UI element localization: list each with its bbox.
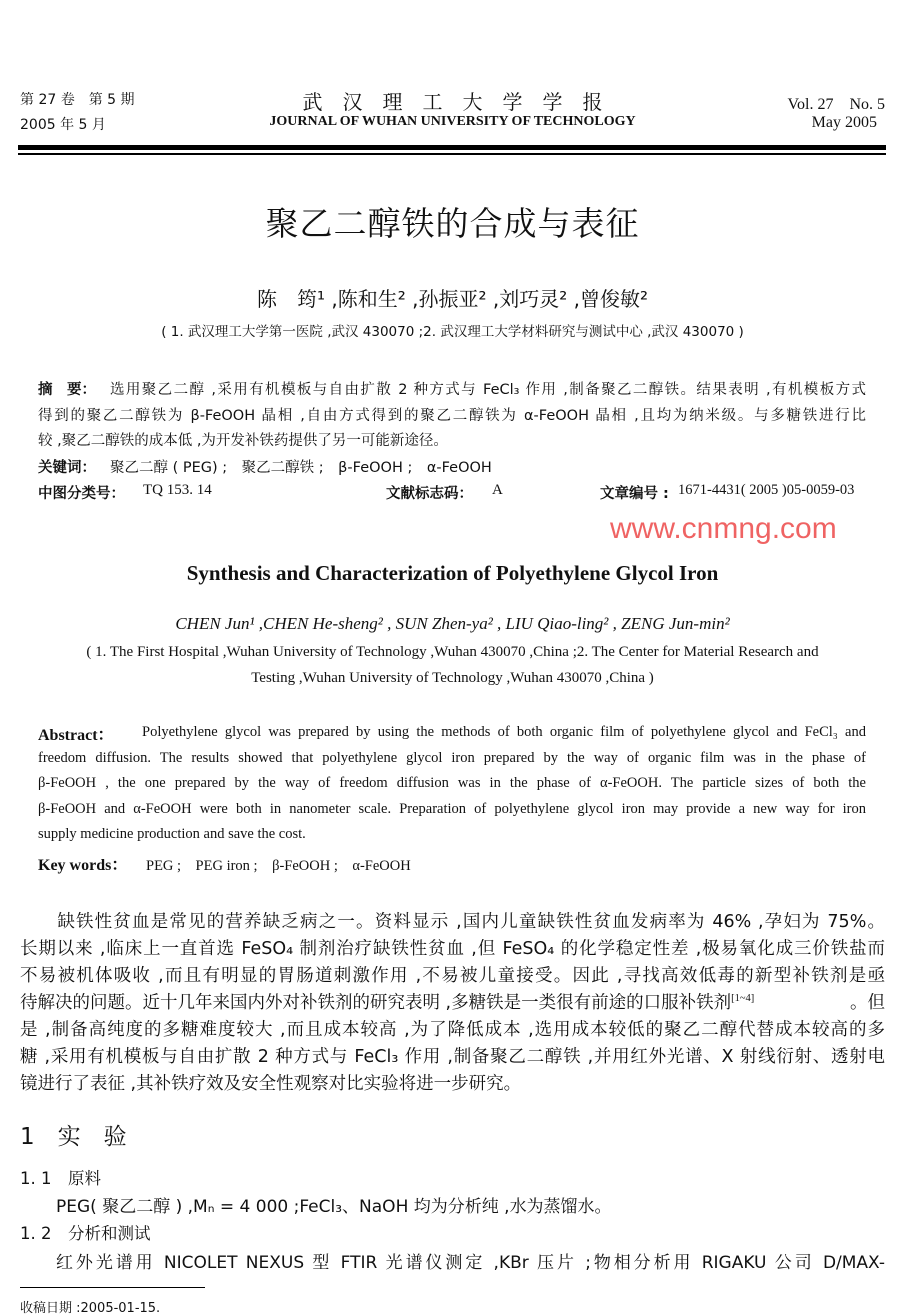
clc-label: 中图分类号： <box>38 486 125 502</box>
footnote-received-date: 收稿日期 :2005-01-15. <box>20 1301 161 1316</box>
body-line: PEG( 聚乙二醇 ) ,Mₙ = 4 000 ;FeCl₃、NaOH 均为分析纯 ,水为蒸馏水。 <box>56 1197 612 1217</box>
citation: [1~4] <box>731 993 755 1005</box>
affiliation-cn: ( 1. 武汉理工大学第一医院 ,武汉 430070 ;2. 武汉理工大学材料研究与测试中心 ,武汉 430070 ) <box>161 324 744 340</box>
authors-en: CHEN Jun¹ ,CHEN He-sheng² , SUN Zhen-ya² , LIU Qiao-ling² , ZENG Jun-min² <box>175 614 730 633</box>
footnote-rule <box>20 1287 205 1288</box>
volume-issue-en: Vol. 27 No. 5 <box>787 96 885 113</box>
affiliation-en-line: ( 1. The First Hospital ,Wuhan University of Technology ,Wuhan 430070 ,China ;2. The Center for Material Research and <box>86 644 819 660</box>
keywords-cn: 聚乙二醇 ( PEG) ; 聚乙二醇铁 ; β-FeOOH ; α-FeOOH <box>110 460 492 476</box>
section-heading: 1 实 验 <box>20 1124 127 1150</box>
subsection-heading: 1. 1 原料 <box>20 1169 101 1188</box>
keywords-label-cn: 关键词： <box>38 460 96 476</box>
abstract-line: 得到的聚乙二醇铁为 β-FeOOH 晶相 ,自由方式得到的聚乙二醇铁为 α-FeOOH 晶相 ,且均为纳米级。与多糖铁进行比 <box>38 408 866 424</box>
volume-issue-cn: 第 27 卷 第 5 期 <box>20 92 135 108</box>
abstract-line: β-FeOOH and α-FeOOH were both in nanometer scale. Preparation of polyethylene glycol iron may provide a new way for iron <box>38 801 866 817</box>
watermark: www.cnmng.com <box>610 512 837 545</box>
header-rule-thin <box>18 153 886 155</box>
journal-name-cn: 武 汉 理 工 大 学 学 报 <box>302 90 603 114</box>
abstract-line: β-FeOOH , the one prepared by the way of freedom diffusion was in the phase of α-FeOOH. The particle sizes of both the <box>38 775 866 791</box>
affiliation-en-line: Testing ,Wuhan University of Technology ,Wuhan 430070 ,China ) <box>251 670 654 686</box>
journal-name-en: JOURNAL OF WUHAN UNIVERSITY OF TECHNOLOGY <box>269 114 636 129</box>
clc-value: TQ 153. 14 <box>143 482 212 498</box>
body-line: 不易被机体吸收 ,而且有明显的胃肠道刺激作用 ,不易被儿童接受。因此 ,寻找高效低毒的新型补铁剂是亟 <box>20 966 885 986</box>
header-rule-thick <box>18 145 886 150</box>
body-line: 镜进行了表征 ,其补铁疗效及安全性观察对比实验将进一步研究。 <box>20 1074 522 1094</box>
paper-title-en: Synthesis and Characterization of Polyethylene Glycol Iron <box>186 561 719 585</box>
body-line: 红外光谱用 NICOLET NEXUS 型 FTIR 光谱仪测定 ,KBr 压片 ;物相分析用 RIGAKU 公司 D/MAX- <box>56 1253 885 1273</box>
body-line: 是 ,制备高纯度的多糖难度较大 ,而且成本较高 ,为了降低成本 ,选用成本较低的聚乙二醇代替成本较高的多 <box>20 1020 885 1040</box>
date-en: May 2005 <box>811 114 877 131</box>
paper-title-cn: 聚乙二醇铁的合成与表征 <box>265 204 640 243</box>
body-line: 糖 ,采用有机模板与自由扩散 2 种方式与 FeCl₃ 作用 ,制备聚乙二醇铁 ,并用红外光谱、X 射线衍射、透射电 <box>20 1047 885 1067</box>
date-cn: 2005 年 5 月 <box>20 117 106 133</box>
article-no-value: 1671-4431( 2005 )05-0059-03 <box>678 482 855 498</box>
abstract-line: 较 ,聚乙二醇铁的成本低 ,为开发补铁药提供了另一可能新途径。 <box>38 433 448 449</box>
abstract-line: Polyethylene glycol was prepared by using the methods of both organic film of polyethylene glycol and FeCl₃ and <box>142 724 866 740</box>
authors-cn: 陈 筠¹ ,陈和生² ,孙振亚² ,刘巧灵² ,曾俊敏² <box>257 287 648 311</box>
body-line-text <box>20 989 754 1014</box>
body-line: 长期以来 ,临床上一直首选 FeSO₄ 制剂治疗缺铁性贫血 ,但 FeSO₄ 的化学稳定性差 ,极易氧化成三价铁盐而 <box>20 939 885 959</box>
article-no-label: 文章编号 : <box>600 486 669 502</box>
body-text: 待解决的问题。近十几年来国内外对补铁剂的研究表明 ,多糖铁是一类很有前途的口服补铁剂 <box>20 993 732 1013</box>
doc-code-label: 文献标志码： <box>386 486 473 502</box>
body-line-tail: 。但 <box>850 993 885 1013</box>
abstract-label-en: Abstract： <box>38 727 114 744</box>
doc-code-value: A <box>492 482 503 498</box>
subsection-heading: 1. 2 分析和测试 <box>20 1224 151 1243</box>
keywords-label-en: Key words： <box>38 857 128 874</box>
body-line: 缺铁性贫血是常见的营养缺乏病之一。资料显示 ,国内儿童缺铁性贫血发病率为 46% ,孕妇为 75%。 <box>20 912 885 932</box>
abstract-label-cn: 摘 要： <box>38 382 96 398</box>
body-line <box>20 989 885 1014</box>
keywords-en: PEG ; PEG iron ; β-FeOOH ; α-FeOOH <box>146 858 411 874</box>
abstract-line: freedom diffusion. The results showed that polyethylene glycol iron prepared by the way of organic film was in the phase of <box>38 750 866 766</box>
abstract-line: supply medicine production and save the cost. <box>38 826 306 842</box>
abstract-line: 选用聚乙二醇 ,采用有机模板与自由扩散 2 种方式与 FeCl₃ 作用 ,制备聚乙二醇铁。结果表明 ,有机模板方式 <box>110 382 866 398</box>
